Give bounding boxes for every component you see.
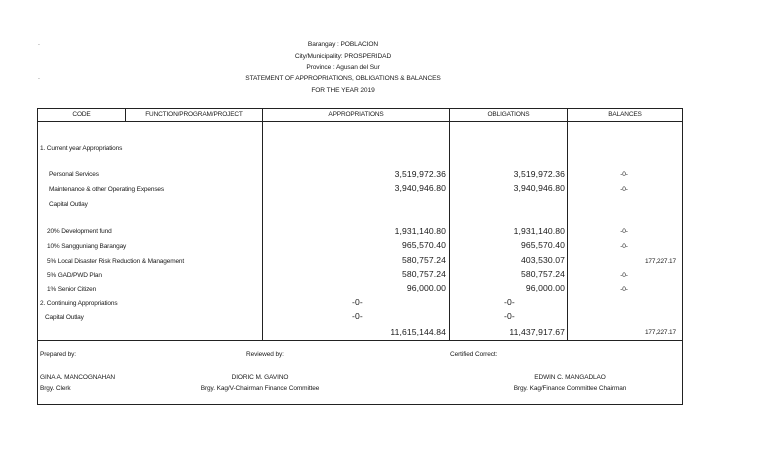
row-label: 5% GAD/PWD Plan bbox=[47, 272, 102, 279]
balance-value: -0- bbox=[620, 228, 628, 235]
row-label: Capital Outlay bbox=[45, 314, 84, 321]
balance-value: 177,227.17 bbox=[644, 258, 676, 265]
city-title: City/Municipality: PROSPERIDAD bbox=[294, 53, 392, 60]
obligation-value: 3,940,946.80 bbox=[513, 183, 565, 193]
year-title: FOR THE YEAR 2019 bbox=[311, 87, 375, 94]
appropriation-value: 965,570.40 bbox=[401, 240, 446, 250]
total-appropriations: 11,615,144.84 bbox=[390, 327, 446, 337]
total-balance: 177,227.17 bbox=[644, 329, 676, 336]
column-header-appropriations: APPROPRIATIONS bbox=[328, 111, 384, 118]
row-label: 5% Local Disaster Risk Reduction & Management bbox=[47, 258, 185, 265]
certified-by-title: Brgy. Kag/Finance Committee Chairman bbox=[513, 385, 627, 392]
obligation-value: -0- bbox=[504, 311, 515, 321]
section-current-year: 1. Current year Appropriations bbox=[40, 145, 123, 152]
balance-value: -0- bbox=[620, 243, 628, 250]
column-header-function: FUNCTION/PROGRAM/PROJECT bbox=[145, 111, 243, 118]
appropriation-value: -0- bbox=[352, 297, 363, 307]
total-obligations: 11,437,917.67 bbox=[509, 327, 565, 337]
obligation-value: -0- bbox=[504, 297, 515, 307]
column-header-obligations: OBLIGATIONS bbox=[487, 111, 530, 118]
page-mark: . bbox=[38, 74, 40, 81]
reviewed-by-label: Reviewed by: bbox=[246, 351, 284, 358]
balance-value: -0- bbox=[620, 186, 628, 193]
obligation-value: 3,519,972.36 bbox=[513, 169, 565, 179]
obligation-value: 96,000.00 bbox=[525, 283, 565, 293]
statement-title: STATEMENT OF APPROPRIATIONS, OBLIGATIONS & BALANCES bbox=[245, 75, 441, 82]
row-label: Personal Services bbox=[49, 171, 99, 178]
appropriation-value: 3,519,972.36 bbox=[394, 169, 446, 179]
column-header-code: CODE bbox=[72, 111, 91, 118]
prepared-by-name: GINA A. MANCOGNAHAN bbox=[40, 374, 116, 381]
balance-value: -0- bbox=[620, 171, 628, 178]
obligation-value: 403,530.07 bbox=[520, 255, 565, 265]
column-header-balances: BALANCES bbox=[608, 111, 642, 118]
obligation-value: 580,757.24 bbox=[520, 269, 565, 279]
obligation-value: 1,931,140.80 bbox=[513, 226, 565, 236]
reviewed-by-name: DIORIC M. GAVINO bbox=[231, 374, 289, 381]
row-label: 1% Senior Citizen bbox=[47, 286, 97, 293]
appropriation-value: -0- bbox=[352, 311, 363, 321]
page-mark: . bbox=[38, 40, 40, 47]
balance-value: -0- bbox=[620, 272, 628, 279]
row-label: Maintenance & other Operating Expenses bbox=[49, 186, 164, 193]
barangay-title: Barangay : POBLACION bbox=[307, 41, 379, 48]
appropriation-value: 580,757.24 bbox=[401, 255, 446, 265]
reviewed-by-title: Brgy. Kag/V-Chairman Finance Committee bbox=[200, 385, 320, 392]
certified-correct-label: Certified Correct: bbox=[450, 351, 498, 358]
obligation-value: 965,570.40 bbox=[520, 240, 565, 250]
prepared-by-title: Brgy. Clerk bbox=[40, 385, 71, 392]
certified-by-name: EDWIN C. MANGADLAO bbox=[534, 374, 606, 381]
prepared-by-label: Prepared by: bbox=[40, 351, 77, 358]
appropriation-value: 3,940,946.80 bbox=[394, 183, 446, 193]
appropriation-value: 580,757.24 bbox=[401, 269, 446, 279]
row-label: Capital Outlay bbox=[49, 201, 88, 208]
appropriation-value: 1,931,140.80 bbox=[394, 226, 446, 236]
section-continuing: 2. Continuing Appropriations bbox=[40, 300, 118, 307]
row-label: 20% Development fund bbox=[47, 228, 112, 235]
province-title: Province : Agusan del Sur bbox=[306, 64, 380, 71]
balance-value: -0- bbox=[620, 286, 628, 293]
row-label: 10% Sangguniang Barangay bbox=[47, 243, 127, 250]
appropriation-value: 96,000.00 bbox=[406, 283, 446, 293]
